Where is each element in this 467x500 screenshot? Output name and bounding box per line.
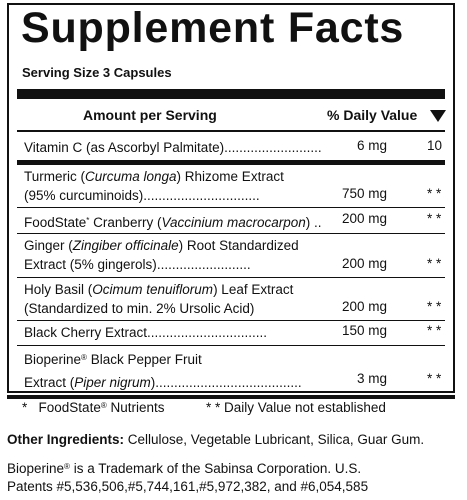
nutrient-name-detail: (Standardized to min. 2% Ursolic Acid) [24, 301, 255, 316]
trademark-text: Bioperine [7, 461, 65, 476]
other-ingredients-label: Other Ingredients: [7, 432, 125, 447]
leader-dots: .......................... [224, 140, 322, 155]
nutrient-name-part: Turmeric ( [24, 169, 85, 184]
patent-numbers: Patents #5,536,506,#5,744,161,#5,972,382, and #6,054,585 [7, 479, 369, 494]
nutrient-name-part: Black Cherry Extract [24, 325, 148, 340]
footnote-foodstate [22, 400, 165, 415]
latin-name: Vaccinium macrocarpon [161, 215, 306, 230]
other-ingredients [7, 432, 424, 447]
nutrient-name: Vitamin C (as Ascorbyl Palmitate) [24, 140, 225, 155]
daily-value-header: % Daily Value [327, 107, 418, 123]
nutrient-dv: * * [427, 211, 442, 226]
other-ingredients-text: Cellulose, Vegetable Lubricant, Silica, Guar Gum. [124, 432, 425, 447]
registered-mark: ® [100, 401, 107, 410]
nutrient-dv: * * [427, 323, 442, 338]
nutrient-dv: 10 [427, 138, 443, 153]
row-divider [17, 277, 445, 278]
thick-divider [17, 89, 445, 99]
trademark-text: is a Trademark of the Sabinsa Corporation. U.S. [69, 461, 362, 476]
nutrient-row-bioperine [24, 348, 302, 392]
nutrient-amount: 750 mg [341, 186, 387, 201]
nutrient-name-detail: Extract (5% gingerols) [24, 257, 157, 272]
latin-name: Zingiber officinale [72, 238, 179, 253]
amount-per-serving-header: Amount per Serving [83, 107, 217, 123]
nutrient-name-part: ) Leaf Extract [213, 282, 294, 297]
footnote-daily-value: * * Daily Value not established [206, 400, 386, 415]
footnote-mark: * [22, 400, 28, 415]
nutrient-dv: * * [427, 371, 442, 386]
column-header [17, 103, 445, 127]
nutrient-row-black-cherry [24, 323, 267, 342]
nutrient-name-part: Ginger ( [24, 238, 73, 253]
nutrient-row-holy-basil [24, 280, 293, 318]
footer-divider [7, 395, 455, 399]
nutrient-row-cranberry [24, 211, 322, 232]
nutrient-name-detail: (95% curcuminoids) [24, 188, 144, 203]
nutrient-name-part: Holy Basil ( [24, 282, 93, 297]
latin-name: Piper nigrum [74, 375, 151, 390]
supplement-facts-panel [7, 3, 455, 393]
nutrient-name-part: ) Rhizome Extract [176, 169, 284, 184]
leader-dots: ................................ [147, 325, 268, 340]
triangle-down-icon [430, 110, 446, 122]
footnote-mark: * [86, 216, 90, 225]
nutrient-amount: 200 mg [341, 299, 387, 314]
nutrient-row-vitamin-c [24, 138, 322, 157]
nutrient-dv: * * [427, 256, 442, 271]
nutrient-row-ginger [24, 236, 299, 274]
nutrient-name-part: Bioperine [24, 352, 82, 367]
nutrient-name-part: ) .. [305, 215, 322, 230]
nutrient-amount: 200 mg [341, 256, 387, 271]
nutrient-name-part: Extract ( [24, 375, 75, 390]
nutrient-name-part: Black Pepper Fruit [86, 352, 202, 367]
nutrient-name-part: Cranberry ( [89, 215, 162, 230]
latin-name: Curcuma longa [85, 169, 177, 184]
nutrient-name-part: FoodState [24, 215, 87, 230]
nutrient-dv: * * [427, 299, 442, 314]
footnote-text: FoodState [38, 400, 101, 415]
panel-title: Supplement Facts [21, 4, 405, 52]
nutrient-amount: 150 mg [341, 323, 387, 338]
registered-mark: ® [81, 353, 87, 362]
registered-mark: ® [64, 462, 70, 471]
nutrient-row-turmeric [24, 167, 284, 205]
nutrient-amount: 200 mg [341, 211, 387, 226]
footnote-text: Nutrients [106, 400, 165, 415]
serving-size: Serving Size 3 Capsules [22, 65, 172, 80]
row-divider [17, 207, 445, 208]
row-divider [17, 320, 445, 321]
row-divider [17, 345, 445, 346]
nutrient-name-part: ) [150, 375, 156, 390]
leader-dots: ......................... [156, 257, 251, 272]
trademark-notice [7, 458, 368, 496]
nutrient-amount: 3 mg [356, 371, 387, 386]
latin-name: Ocimum tenuiflorum [92, 282, 214, 297]
nutrient-name-part: ) Root Standardized [178, 238, 299, 253]
nutrient-dv: * * [427, 186, 442, 201]
nutrient-amount: 6 mg [356, 138, 387, 153]
leader-dots: ............................... [143, 188, 260, 203]
row-divider [17, 233, 445, 234]
header-divider [17, 130, 445, 132]
leader-dots: ....................................... [155, 375, 302, 390]
section-divider [17, 160, 445, 165]
